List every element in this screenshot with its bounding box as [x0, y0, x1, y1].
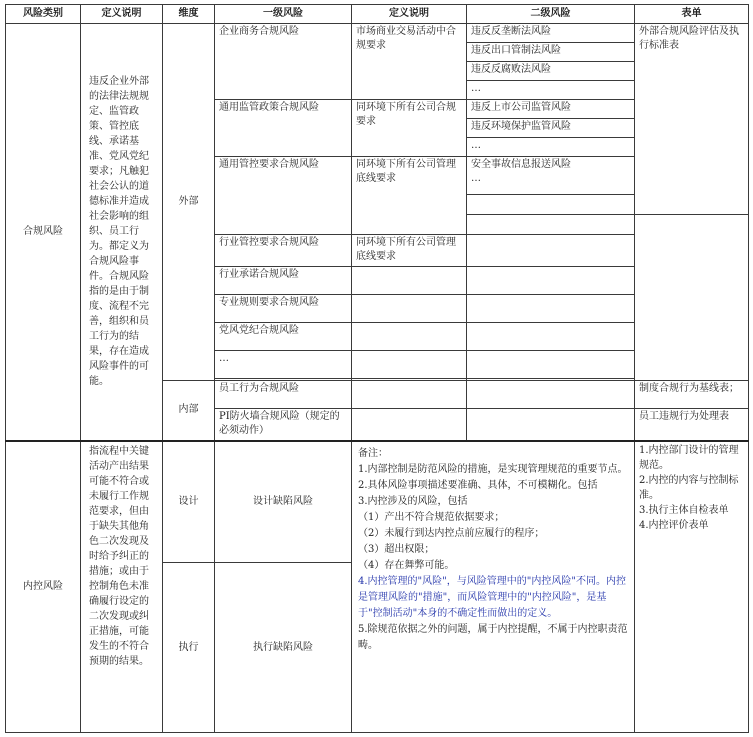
level1-risk: 通用监管政策合规风险 — [215, 100, 352, 157]
dimension-internal: 内部 — [163, 381, 215, 441]
level2-risk — [467, 295, 635, 323]
notes-cell — [352, 441, 635, 733]
form-item: 1.内控部门设计的管理规范。 — [639, 444, 739, 471]
dimension-execution: 执行 — [163, 563, 215, 733]
note-item: 3.内控涉及的风险，包括 — [358, 495, 468, 507]
note-item: （1）产出不符合规范依据要求； — [358, 511, 505, 523]
note-item: （4）存在舞弊可能。 — [358, 559, 455, 571]
level1-risk: 执行缺陷风险 — [215, 563, 352, 733]
level2-risk — [467, 381, 635, 409]
header-definition: 定义说明 — [81, 5, 163, 24]
table-row — [6, 24, 749, 43]
level1-risk: … — [215, 351, 352, 379]
level1-definition: 市场商业交易活动中合规要求 — [352, 24, 467, 100]
form-item: 3.执行主体自检表单 — [639, 504, 729, 516]
form-item: 2.内控的内容与控制标准。 — [639, 474, 739, 501]
category-compliance: 合规风险 — [6, 24, 81, 441]
level2-risk: 安全事故信息报送风险 … — [467, 157, 635, 195]
header-row — [6, 5, 749, 24]
level1-risk: 专业规则要求合规风险 — [215, 295, 352, 323]
category-internal-control: 内控风险 — [6, 441, 81, 733]
level2-risk — [467, 235, 635, 267]
level2-risk — [467, 409, 635, 441]
level1-risk: PI防火墙合规风险（规定的必须动作） — [215, 409, 352, 441]
level1-definition — [352, 409, 467, 441]
header-level1-definition: 定义说明 — [352, 5, 467, 24]
note-highlight: 4.内控管理的"风险"，与风险管理中的"内控风险"不同。内控是管理风险的"措施"，而风险管理中的"内控风险"，是基于"控制活动"本身的不确定性而做出的定义。 — [358, 575, 626, 619]
level2-risk — [467, 267, 635, 295]
level2-risk: 违反上市公司监管风险 — [467, 100, 635, 119]
level2-risk: 违反环境保护监管风险 — [467, 119, 635, 138]
header-risk-category: 风险类别 — [6, 5, 81, 24]
level1-definition: 同环境下所有公司管理底线要求 — [352, 235, 467, 267]
form-empty — [635, 215, 749, 381]
header-dimension: 维度 — [163, 5, 215, 24]
level2-risk: 违反出口管制法风险 — [467, 43, 635, 62]
level2-risk — [467, 351, 635, 379]
level2-risk — [467, 195, 635, 215]
level1-risk: 行业承诺合规风险 — [215, 267, 352, 295]
note-item: 2.具体风险事项描述要准确、具体，不可模糊化。包括 — [358, 479, 598, 491]
level2-risk: … — [467, 138, 635, 157]
risk-classification-table — [5, 4, 749, 733]
form-internal-control — [635, 441, 749, 733]
definition-compliance: 违反企业外部的法律法规规定、监管政策、管控底线、承诺基准、党风党纪要求；凡触犯社会公认的道德标准并造成社会影响的组织、员工行为。都定义为合规风险事件。合规风险指的是由于制度、流程不完善，组织和员工行为的结果，存在造成风险事件的可能。 — [81, 24, 163, 441]
form-internal: 制度合规行为基线表； — [635, 381, 749, 409]
level1-definition — [352, 351, 467, 379]
level1-definition — [352, 295, 467, 323]
level1-definition — [352, 323, 467, 351]
level1-risk: 员工行为合规风险 — [215, 381, 352, 409]
level1-risk: 行业管控要求合规风险 — [215, 235, 352, 267]
form-internal: 员工违规行为处理表 — [635, 409, 749, 441]
level1-definition — [352, 381, 467, 409]
level1-risk: 通用管控要求合规风险 — [215, 157, 352, 235]
table-row — [6, 441, 749, 563]
note-item: 5.除规范依据之外的问题，属于内控提醒，不属于内控职责范畴。 — [358, 623, 628, 651]
level1-risk: 党风党纪合规风险 — [215, 323, 352, 351]
level1-definition — [352, 267, 467, 295]
level2-risk: 违反反腐败法风险 — [467, 62, 635, 81]
definition-internal-control: 指流程中关键活动产出结果可能不符合或未履行工作规范要求，但由于缺失其他角色二次发现及时给予纠正的措施；或由于控制角色未准确履行设定的二次发现或纠正措施，可能发生的不符合预期的结果。 — [81, 441, 163, 733]
level2-risk — [467, 323, 635, 351]
level1-definition: 同环境下所有公司管理底线要求 — [352, 157, 467, 235]
level2-risk: 违反反垄断法风险 — [467, 24, 635, 43]
level1-risk: 设计缺陷风险 — [215, 441, 352, 563]
note-item: （3）超出权限； — [358, 543, 435, 555]
dimension-design: 设计 — [163, 441, 215, 563]
level2-risk — [467, 215, 635, 235]
header-level2-risk: 二级风险 — [467, 5, 635, 24]
notes-title: 备注： — [358, 447, 388, 459]
level2-risk: … — [467, 81, 635, 100]
header-form: 表单 — [635, 5, 749, 24]
level1-definition: 同环境下所有公司合规要求 — [352, 100, 467, 157]
form-external: 外部合规风险评估及执行标准表 — [635, 24, 749, 215]
header-level1-risk: 一级风险 — [215, 5, 352, 24]
level1-risk: 企业商务合规风险 — [215, 24, 352, 100]
note-item: （2）未履行到达内控点前应履行的程序； — [358, 527, 545, 539]
form-item: 4.内控评价表单 — [639, 519, 709, 531]
dimension-external: 外部 — [163, 24, 215, 381]
note-item: 1.内部控制是防范风险的措施，是实现管理规范的重要节点。 — [358, 463, 628, 475]
